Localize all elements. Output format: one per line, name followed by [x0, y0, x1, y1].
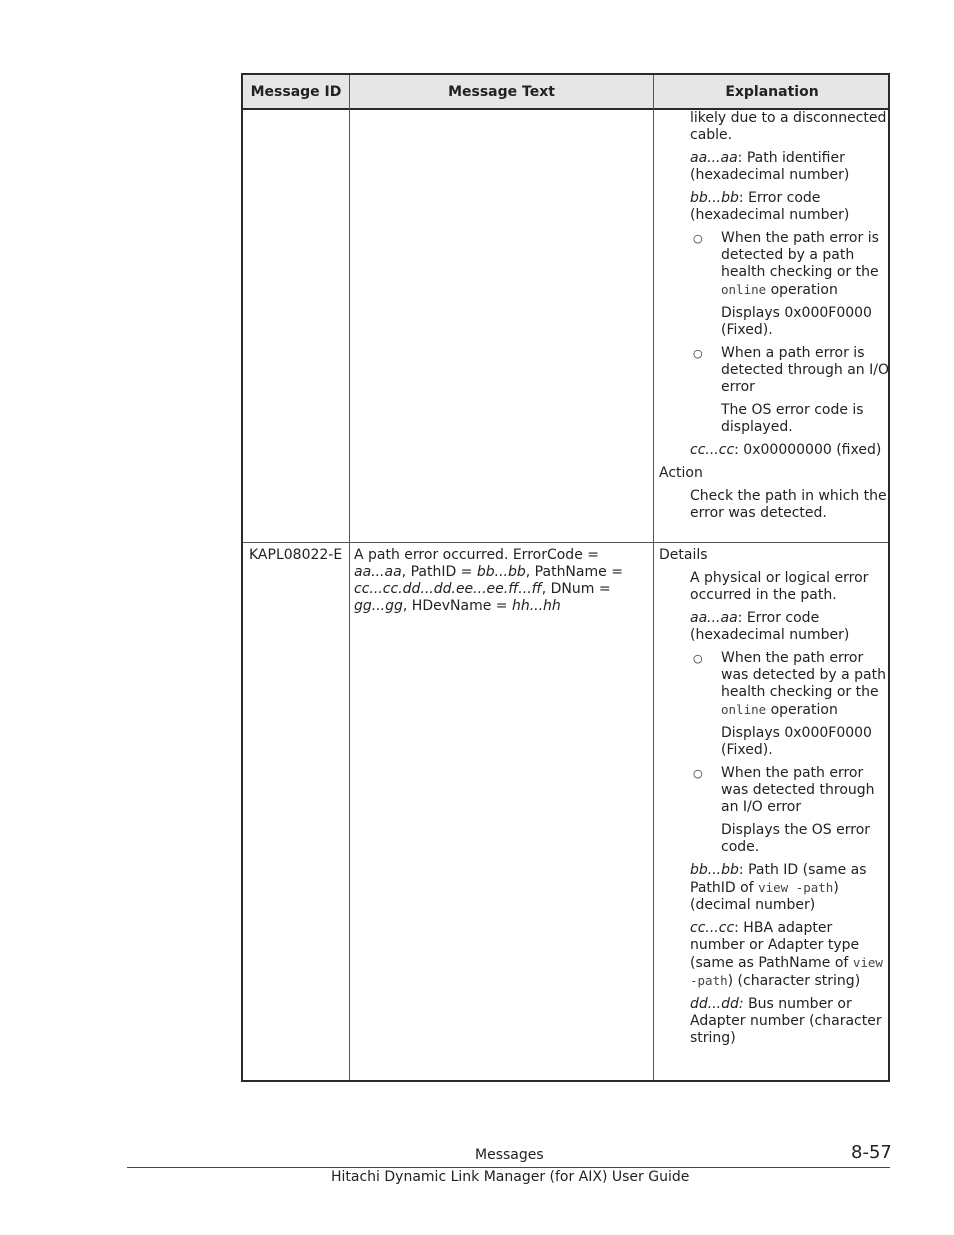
row1-cc-value: cc...cc: 0x00000000 (fixed) — [690, 442, 882, 458]
row2-bullet-health-check-detail: Displays 0x000F0000 (Fixed). — [721, 725, 872, 758]
row1-bullet-health-check-detail: Displays 0x000F0000 (Fixed). — [721, 305, 872, 338]
footer-guide-title: Hitachi Dynamic Link Manager (for AIX) User Guide — [331, 1169, 690, 1185]
row1-path-identifier: aa...aa: Path identifier (hexadecimal number) — [690, 150, 850, 183]
row2-bus-number: dd...dd: Bus number or Adapter number (character string) — [690, 996, 882, 1046]
row1-error-code: bb...bb: Error code (hexadecimal number) — [690, 190, 850, 223]
page-number: 8-57 — [851, 1142, 892, 1163]
header-message-id: Message ID — [250, 83, 342, 100]
bullet-circle-icon: ○ — [693, 347, 703, 360]
header-message-text: Message Text — [448, 83, 555, 100]
bullet-circle-icon: ○ — [693, 767, 703, 780]
footer-divider — [127, 1167, 890, 1168]
header-explanation: Explanation — [725, 83, 819, 100]
row2-error-code: aa...aa: Error code (hexadecimal number) — [690, 610, 850, 643]
bullet-circle-icon: ○ — [693, 652, 703, 665]
column-divider — [349, 75, 350, 1080]
row1-explanation — [659, 110, 891, 528]
row2-path-id: bb...bb: Path ID (same as PathID of view -path) (decimal number) — [690, 862, 867, 913]
column-divider — [653, 75, 654, 1080]
row2-bullet-health-check: ○ When the path error was detected by a path health checking or the online operation — [693, 650, 886, 718]
table-header — [243, 75, 888, 110]
row2-message-id: KAPL08022-E — [249, 547, 343, 563]
row1-bullet-health-check: ○ When the path error is detected by a path health checking or the online operation — [693, 230, 879, 298]
row1-action-text: Check the path in which the error was detected. — [690, 488, 887, 521]
row-divider — [243, 542, 888, 543]
row2-message-text: A path error occurred. ErrorCode = aa...aa, PathID = bb...bb, PathName = cc...cc.dd...dd.ee...ee.ff...ff, DNum = gg...gg, HDevName = hh...hh — [354, 547, 623, 614]
bullet-circle-icon: ○ — [693, 232, 703, 245]
row2-details-heading: Details — [659, 547, 708, 563]
row1-explanation-intro: likely due to a disconnected cable. — [690, 110, 887, 143]
row1-action-heading: Action — [659, 465, 703, 481]
row2-details-intro: A physical or logical error occurred in the path. — [690, 570, 869, 603]
footer-section-title: Messages — [475, 1147, 544, 1163]
row2-bullet-io-error: ○ When the path error was detected through an I/O error — [693, 765, 875, 815]
row1-bullet-io-error: ○ When a path error is detected through an I/O error — [693, 345, 889, 395]
row2-explanation — [659, 547, 891, 1047]
row2-hba-adapter: cc...cc: HBA adapter number or Adapter type (same as PathName of view -path) (character string) — [690, 920, 883, 989]
row2-bullet-io-error-detail: Displays the OS error code. — [721, 822, 871, 855]
row1-bullet-io-error-detail: The OS error code is displayed. — [721, 402, 864, 435]
message-table — [241, 73, 890, 1082]
